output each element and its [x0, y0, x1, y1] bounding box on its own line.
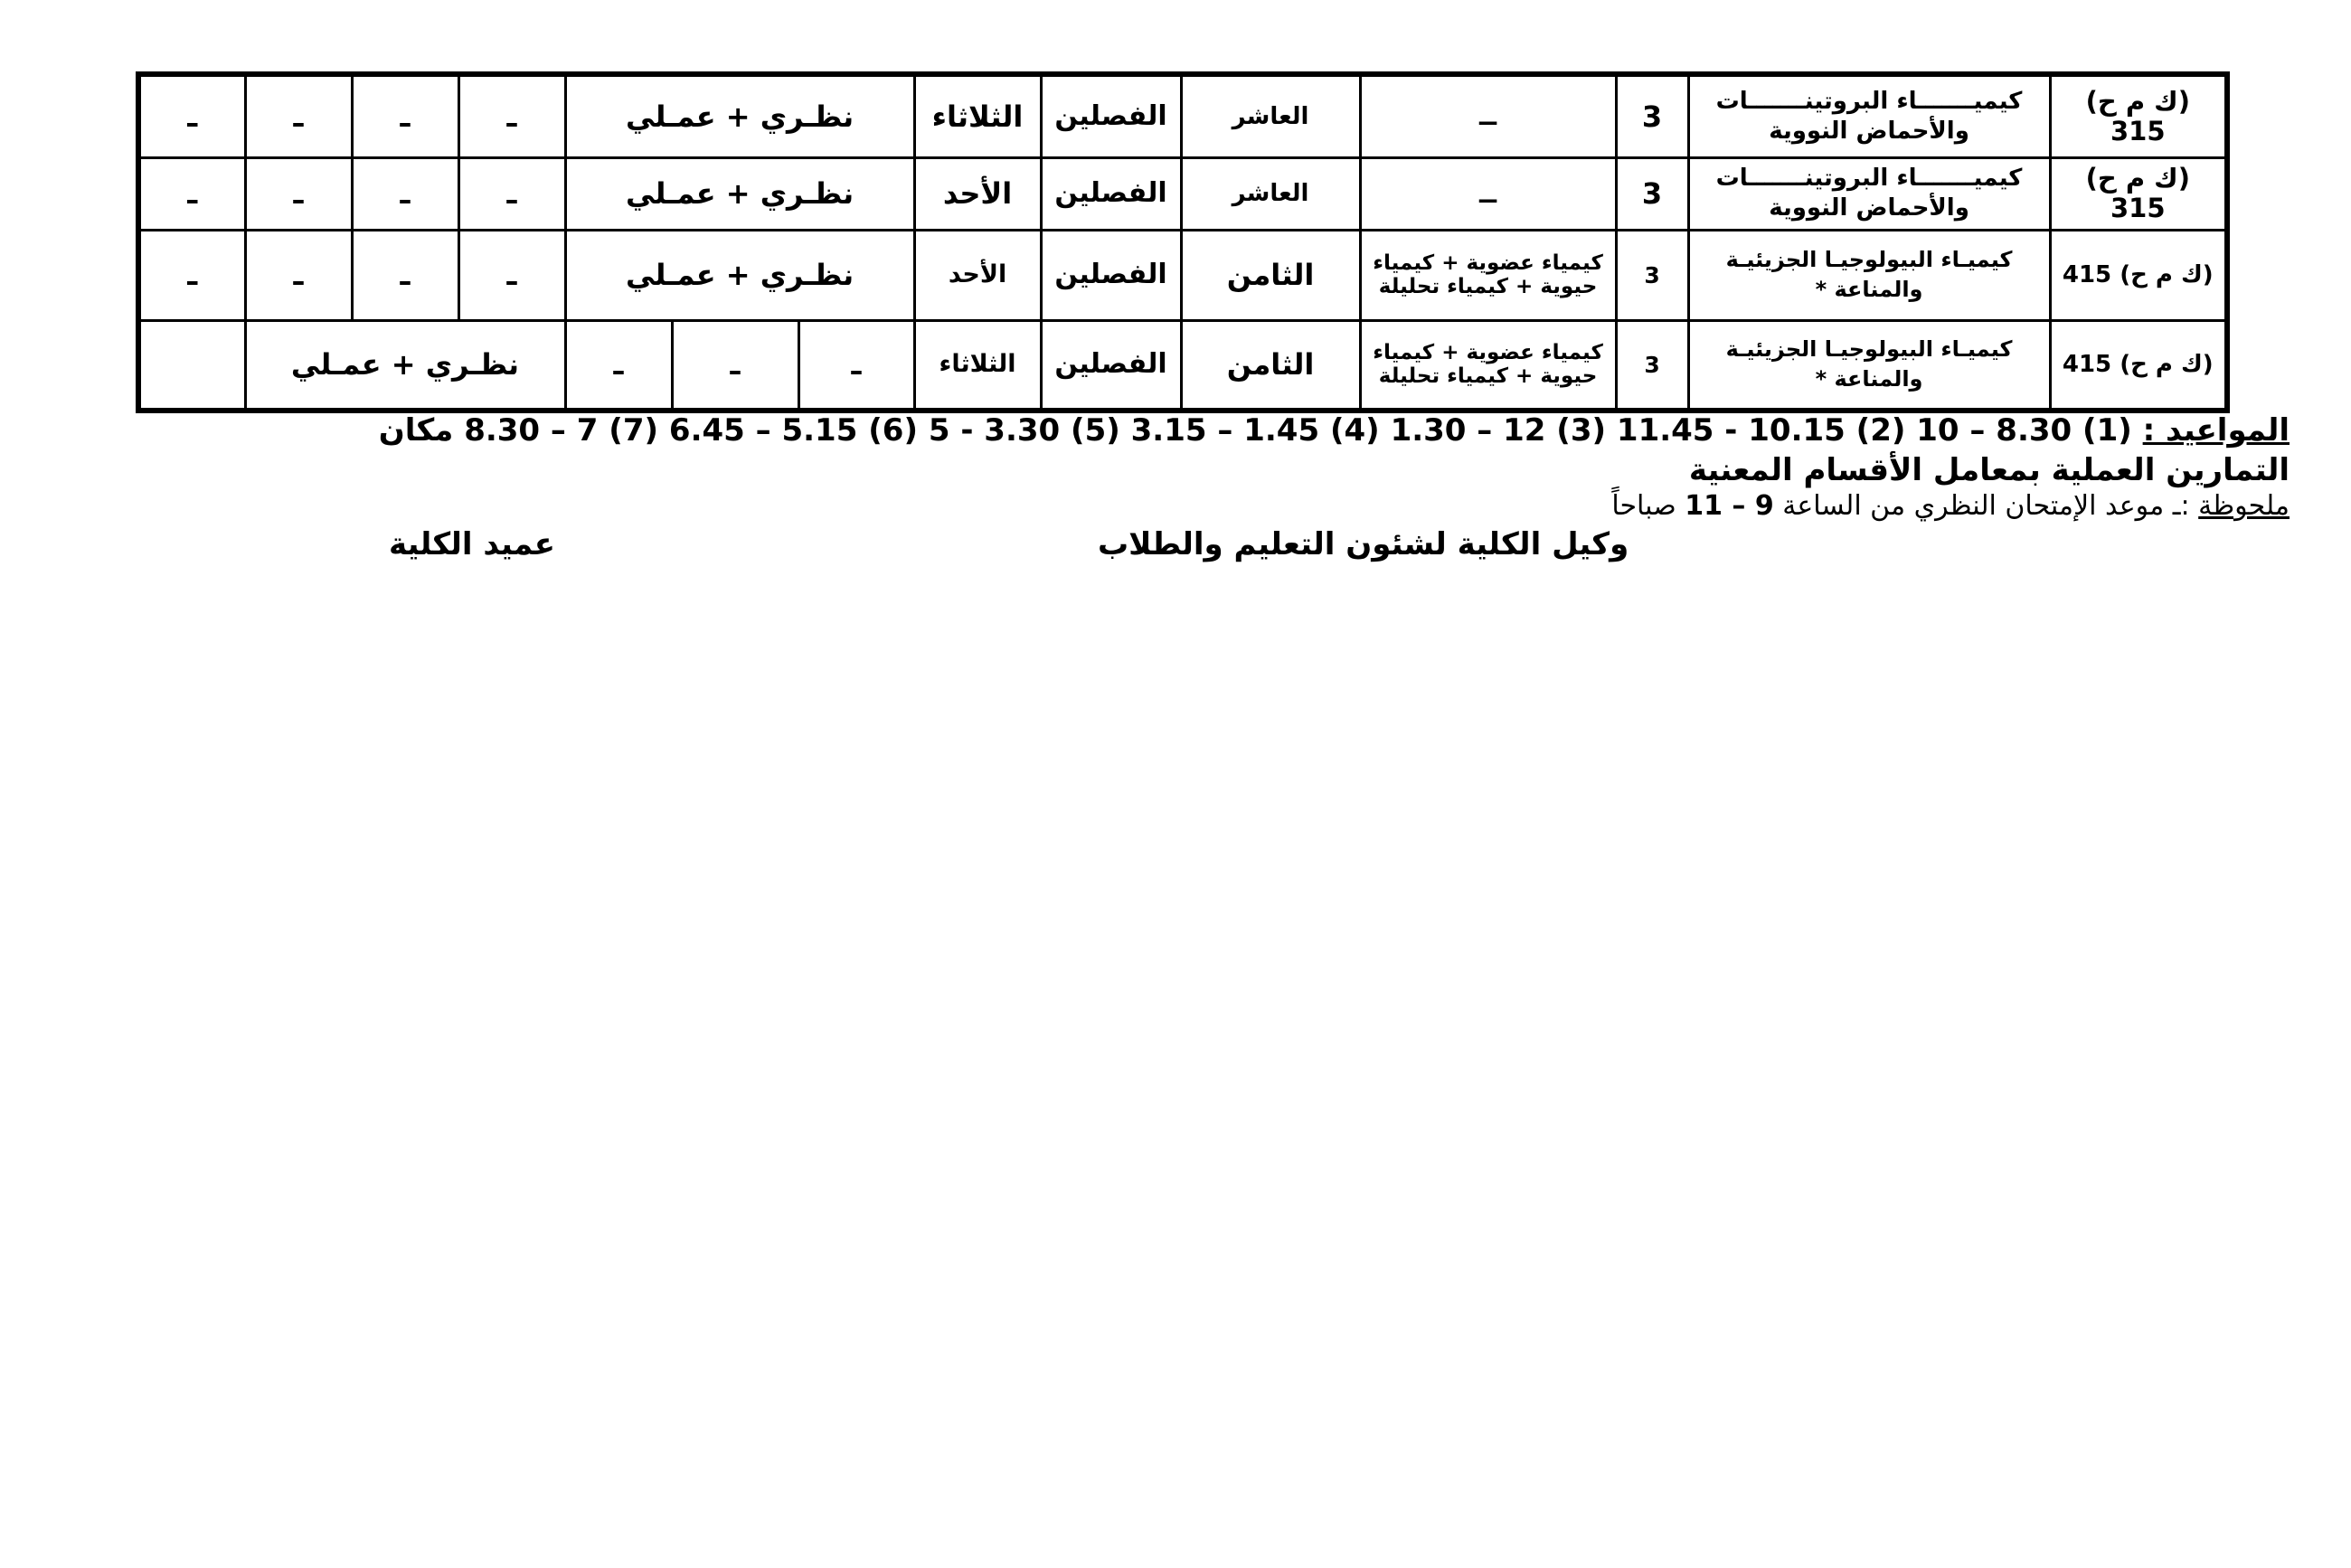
table-row	[138, 230, 2227, 320]
exam-type-cell: نظـري + عمـلي	[565, 230, 914, 320]
slot-cell: ـ	[458, 157, 565, 230]
vice-dean-signature: وكيل الكلية لشئون التعليم والطلاب	[1098, 526, 1629, 562]
hours-cell: 3	[1616, 230, 1688, 320]
note-time: 9 – 11	[1685, 490, 1774, 522]
prerequisite-cell: ــ	[1360, 74, 1616, 157]
hours-cell: 3	[1616, 157, 1688, 230]
table-row	[138, 320, 2227, 411]
slot-cell: ـ	[245, 157, 352, 230]
day-cell: الثلاثاء	[914, 320, 1041, 411]
semester-cell: الفصلين	[1041, 157, 1181, 230]
course-code-cell: (ك م ح) 315	[2050, 157, 2227, 230]
slot-cell: ـ	[458, 230, 565, 320]
slot-cell: ـ	[352, 74, 458, 157]
level-cell: العاشر	[1181, 74, 1360, 157]
times-label: المواعيد :	[2142, 412, 2290, 449]
exam-schedule-table	[136, 71, 2230, 413]
semester-cell: الفصلين	[1041, 230, 1181, 320]
labs-note: التمارين العملية بمعامل الأقسام المعنية	[1688, 452, 2290, 488]
exam-type-cell: نظـري + عمـلي	[565, 157, 914, 230]
prerequisite-cell: كيمياء عضوية + كيمياء حيوية + كيمياء تحليلة	[1360, 320, 1616, 411]
course-code-cell: (ك م ح) 415	[2050, 320, 2227, 411]
prerequisite-cell: ــ	[1360, 157, 1616, 230]
times-text: (1) 8.30 – 10 (2) 10.15 - 11.45 (3) 12 – 1.30 (4) 1.45 – 3.15 (5) 3.30 - 5 (6) 5.15 – 6.45 (7) 7 – 8.30 مكان	[378, 412, 2132, 449]
level-cell: الثامن	[1181, 230, 1360, 320]
slot-cell: ـ	[798, 320, 914, 411]
course-name-cell: كيميـاء البيولوجيـا الجزيئيـة والمناعة *	[1688, 230, 2050, 320]
course-name-cell: كيميـــــــاء البروتينـــــــات والأحماض النووية	[1688, 74, 2050, 157]
prerequisite-cell: كيمياء عضوية + كيمياء حيوية + كيمياء تحليلة	[1360, 230, 1616, 320]
slot-cell: ـ	[565, 320, 672, 411]
level-cell: الثامن	[1181, 320, 1360, 411]
slot-cell: ـ	[245, 230, 352, 320]
slot-cell: ـ	[138, 157, 245, 230]
exam-type-cell: نظـري + عمـلي	[245, 320, 565, 411]
slot-cell: ـ	[138, 74, 245, 157]
course-name-cell: كيميـــــــاء البروتينـــــــات والأحماض النووية	[1688, 157, 2050, 230]
slot-cell: ـ	[672, 320, 798, 411]
empty-cell	[138, 320, 245, 411]
slot-cell: ـ	[138, 230, 245, 320]
note-end: صباحاً	[1611, 490, 1685, 522]
course-code-cell: (ك م ح) 315	[2050, 74, 2227, 157]
semester-cell: الفصلين	[1041, 320, 1181, 411]
level-cell: العاشر	[1181, 157, 1360, 230]
table-row	[138, 157, 2227, 230]
course-code-cell: (ك م ح) 415	[2050, 230, 2227, 320]
day-cell: الأحد	[914, 157, 1041, 230]
slot-cell: ـ	[245, 74, 352, 157]
slot-cell: ـ	[352, 157, 458, 230]
hours-cell: 3	[1616, 320, 1688, 411]
semester-cell: الفصلين	[1041, 74, 1181, 157]
table-row	[138, 74, 2227, 157]
note-text: :ـ موعد الإمتحان النظري من الساعة	[1773, 490, 2199, 522]
slot-cell: ـ	[458, 74, 565, 157]
exam-note	[1611, 490, 2290, 522]
exam-times-line	[379, 412, 2290, 449]
exam-type-cell: نظـري + عمـلي	[565, 74, 914, 157]
course-name-cell: كيميـاء البيولوجيـا الجزيئيـة والمناعة *	[1688, 320, 2050, 411]
day-cell: الأحد	[914, 230, 1041, 320]
day-cell: الثلاثاء	[914, 74, 1041, 157]
note-label: ملحوظة	[2198, 490, 2290, 522]
hours-cell: 3	[1616, 74, 1688, 157]
dean-signature: عميد الكلية	[389, 526, 555, 562]
slot-cell: ـ	[352, 230, 458, 320]
